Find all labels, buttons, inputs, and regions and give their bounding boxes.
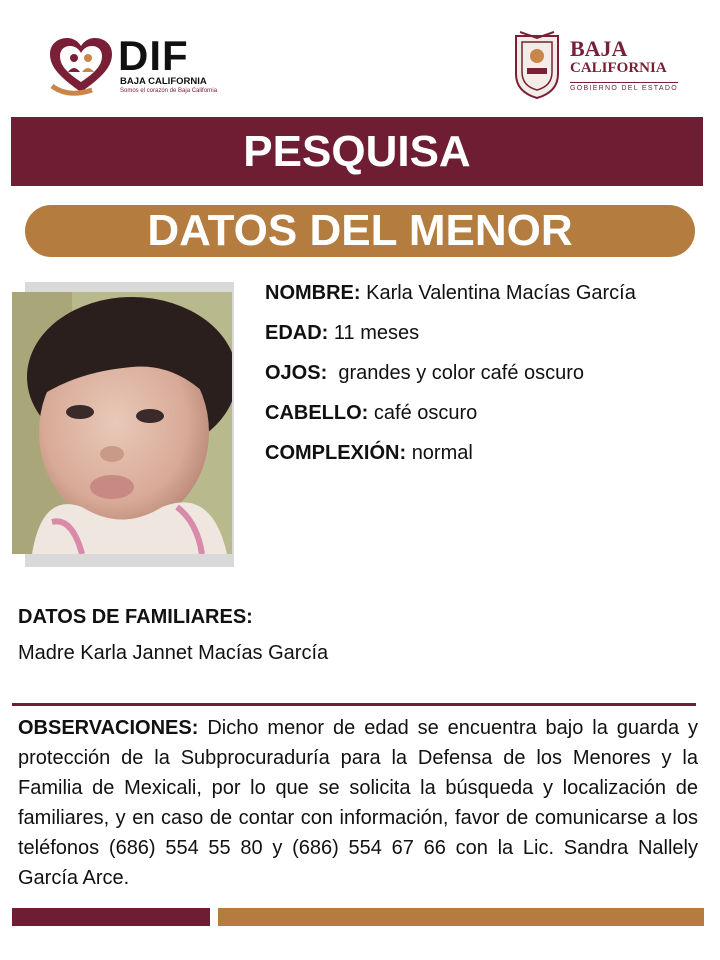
child-photo: [12, 292, 232, 554]
dif-logo-text: DIF: [118, 32, 189, 79]
complexion-field: [265, 442, 473, 465]
edad-value: 11 meses: [333, 322, 420, 344]
footer-bar-maroon: [12, 908, 210, 926]
ojos-value: grandes y color café oscuro: [338, 362, 585, 384]
familiares-text: Madre Karla Jannet Macías García: [18, 642, 329, 664]
cabello-label: CABELLO:: [265, 402, 369, 424]
gobierno-logo-line3: GOBIERNO DEL ESTADO: [570, 82, 678, 92]
gobierno-logo: [512, 30, 682, 104]
complexion-value: normal: [411, 442, 473, 464]
datos-del-menor-banner: DATOS DEL MENOR: [25, 205, 695, 257]
dif-logo: [48, 34, 218, 100]
gobierno-logo-line2: CALIFORNIA: [570, 60, 667, 76]
ojos-field: [265, 362, 584, 385]
edad-field: [265, 322, 419, 345]
cabello-value: café oscuro: [373, 402, 478, 424]
ojos-label: OJOS:: [265, 362, 328, 384]
dif-logo-subtitle: BAJA CALIFORNIA: [120, 76, 207, 87]
dif-heart-emblem-icon: [48, 36, 114, 96]
footer-bar-gold: [218, 908, 704, 926]
complexion-label: COMPLEXIÓN:: [265, 442, 407, 464]
child-portrait-image: [12, 292, 232, 554]
state-seal-icon: [512, 30, 562, 100]
nombre-value: Karla Valentina Macías García: [366, 282, 636, 304]
observaciones-paragraph: [18, 713, 698, 893]
cabello-field: [265, 402, 477, 425]
nombre-field: [265, 282, 636, 305]
dif-logo-tagline: Somos el corazón de Baja California: [120, 88, 218, 94]
gobierno-logo-line1: BAJA: [570, 36, 628, 61]
pesquisa-banner: PESQUISA: [11, 117, 703, 186]
observaciones-text: Dicho menor de edad se encuentra bajo la guarda y protección de la Subprocuraduría para la Defensa de los Menores y la Familia de Mexicali, por lo que se solicita la búsqueda y localización de familiares, y en caso de contar con información, favor de comunicarse a los teléfonos (686) 554 55 80 y (686) 554 67 66 con la Lic. Sandra Nallely García Arce.: [18, 717, 698, 889]
nombre-label: NOMBRE:: [265, 282, 361, 304]
observaciones-divider: [12, 703, 696, 706]
observaciones-label: OBSERVACIONES:: [18, 717, 199, 739]
familiares-title: DATOS DE FAMILIARES:: [18, 606, 253, 628]
edad-label: EDAD:: [265, 322, 329, 344]
